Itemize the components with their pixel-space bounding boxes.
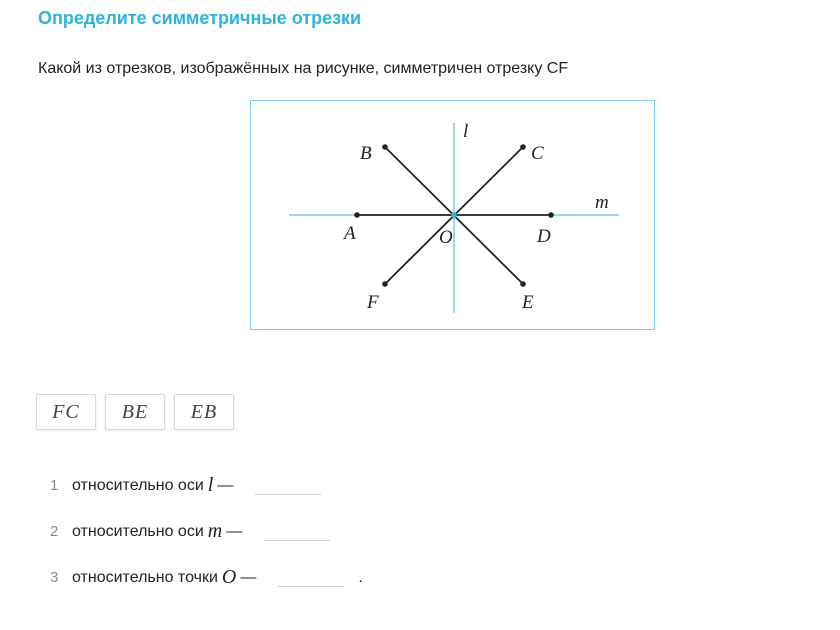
point-f — [382, 281, 388, 287]
row-text: относительно оси — [72, 522, 204, 540]
row-text: относительно точки — [72, 568, 218, 586]
geometry-figure — [250, 100, 655, 330]
choice-eb[interactable]: EB — [174, 394, 234, 430]
point-o — [451, 212, 457, 218]
row-period: . — [358, 568, 363, 586]
answer-row-axis-m — [50, 520, 330, 543]
point-c — [520, 144, 526, 150]
answer-row-axis-l — [50, 474, 321, 497]
answer-row-point-o — [50, 566, 363, 589]
answer-choices — [36, 394, 234, 430]
row-dash: — — [226, 522, 243, 540]
label-a: A — [344, 223, 356, 244]
label-e: E — [522, 292, 534, 313]
page-title: Определите симметричные отрезки — [38, 8, 362, 28]
row-variable: l — [207, 474, 214, 496]
row-dash: — — [240, 568, 257, 586]
point-a — [354, 212, 360, 218]
question-text: Какой из отрезков, изображённых на рисунке, симметричен отрезку CF — [38, 60, 569, 77]
drop-slot-point-o[interactable] — [278, 568, 344, 587]
row-dash: — — [217, 476, 234, 494]
point-b — [382, 144, 388, 150]
point-e — [520, 281, 526, 287]
drop-slot-axis-m[interactable] — [264, 522, 330, 541]
figure-svg — [251, 101, 656, 331]
drop-slot-axis-l[interactable] — [255, 476, 321, 495]
row-number: 2 — [50, 523, 59, 540]
label-d: D — [537, 226, 551, 247]
label-m: m — [595, 192, 609, 213]
row-variable: O — [221, 566, 237, 588]
label-o: O — [439, 227, 453, 248]
row-variable: m — [207, 520, 223, 542]
label-b: B — [360, 143, 372, 164]
point-d — [548, 212, 554, 218]
row-number: 3 — [50, 569, 59, 586]
choice-fc[interactable]: FC — [36, 394, 96, 430]
row-number: 1 — [50, 477, 59, 494]
label-f: F — [367, 292, 379, 313]
row-text: относительно оси — [72, 476, 204, 494]
label-l: l — [463, 121, 469, 142]
choice-be[interactable]: BE — [105, 394, 165, 430]
label-c: C — [531, 143, 544, 164]
